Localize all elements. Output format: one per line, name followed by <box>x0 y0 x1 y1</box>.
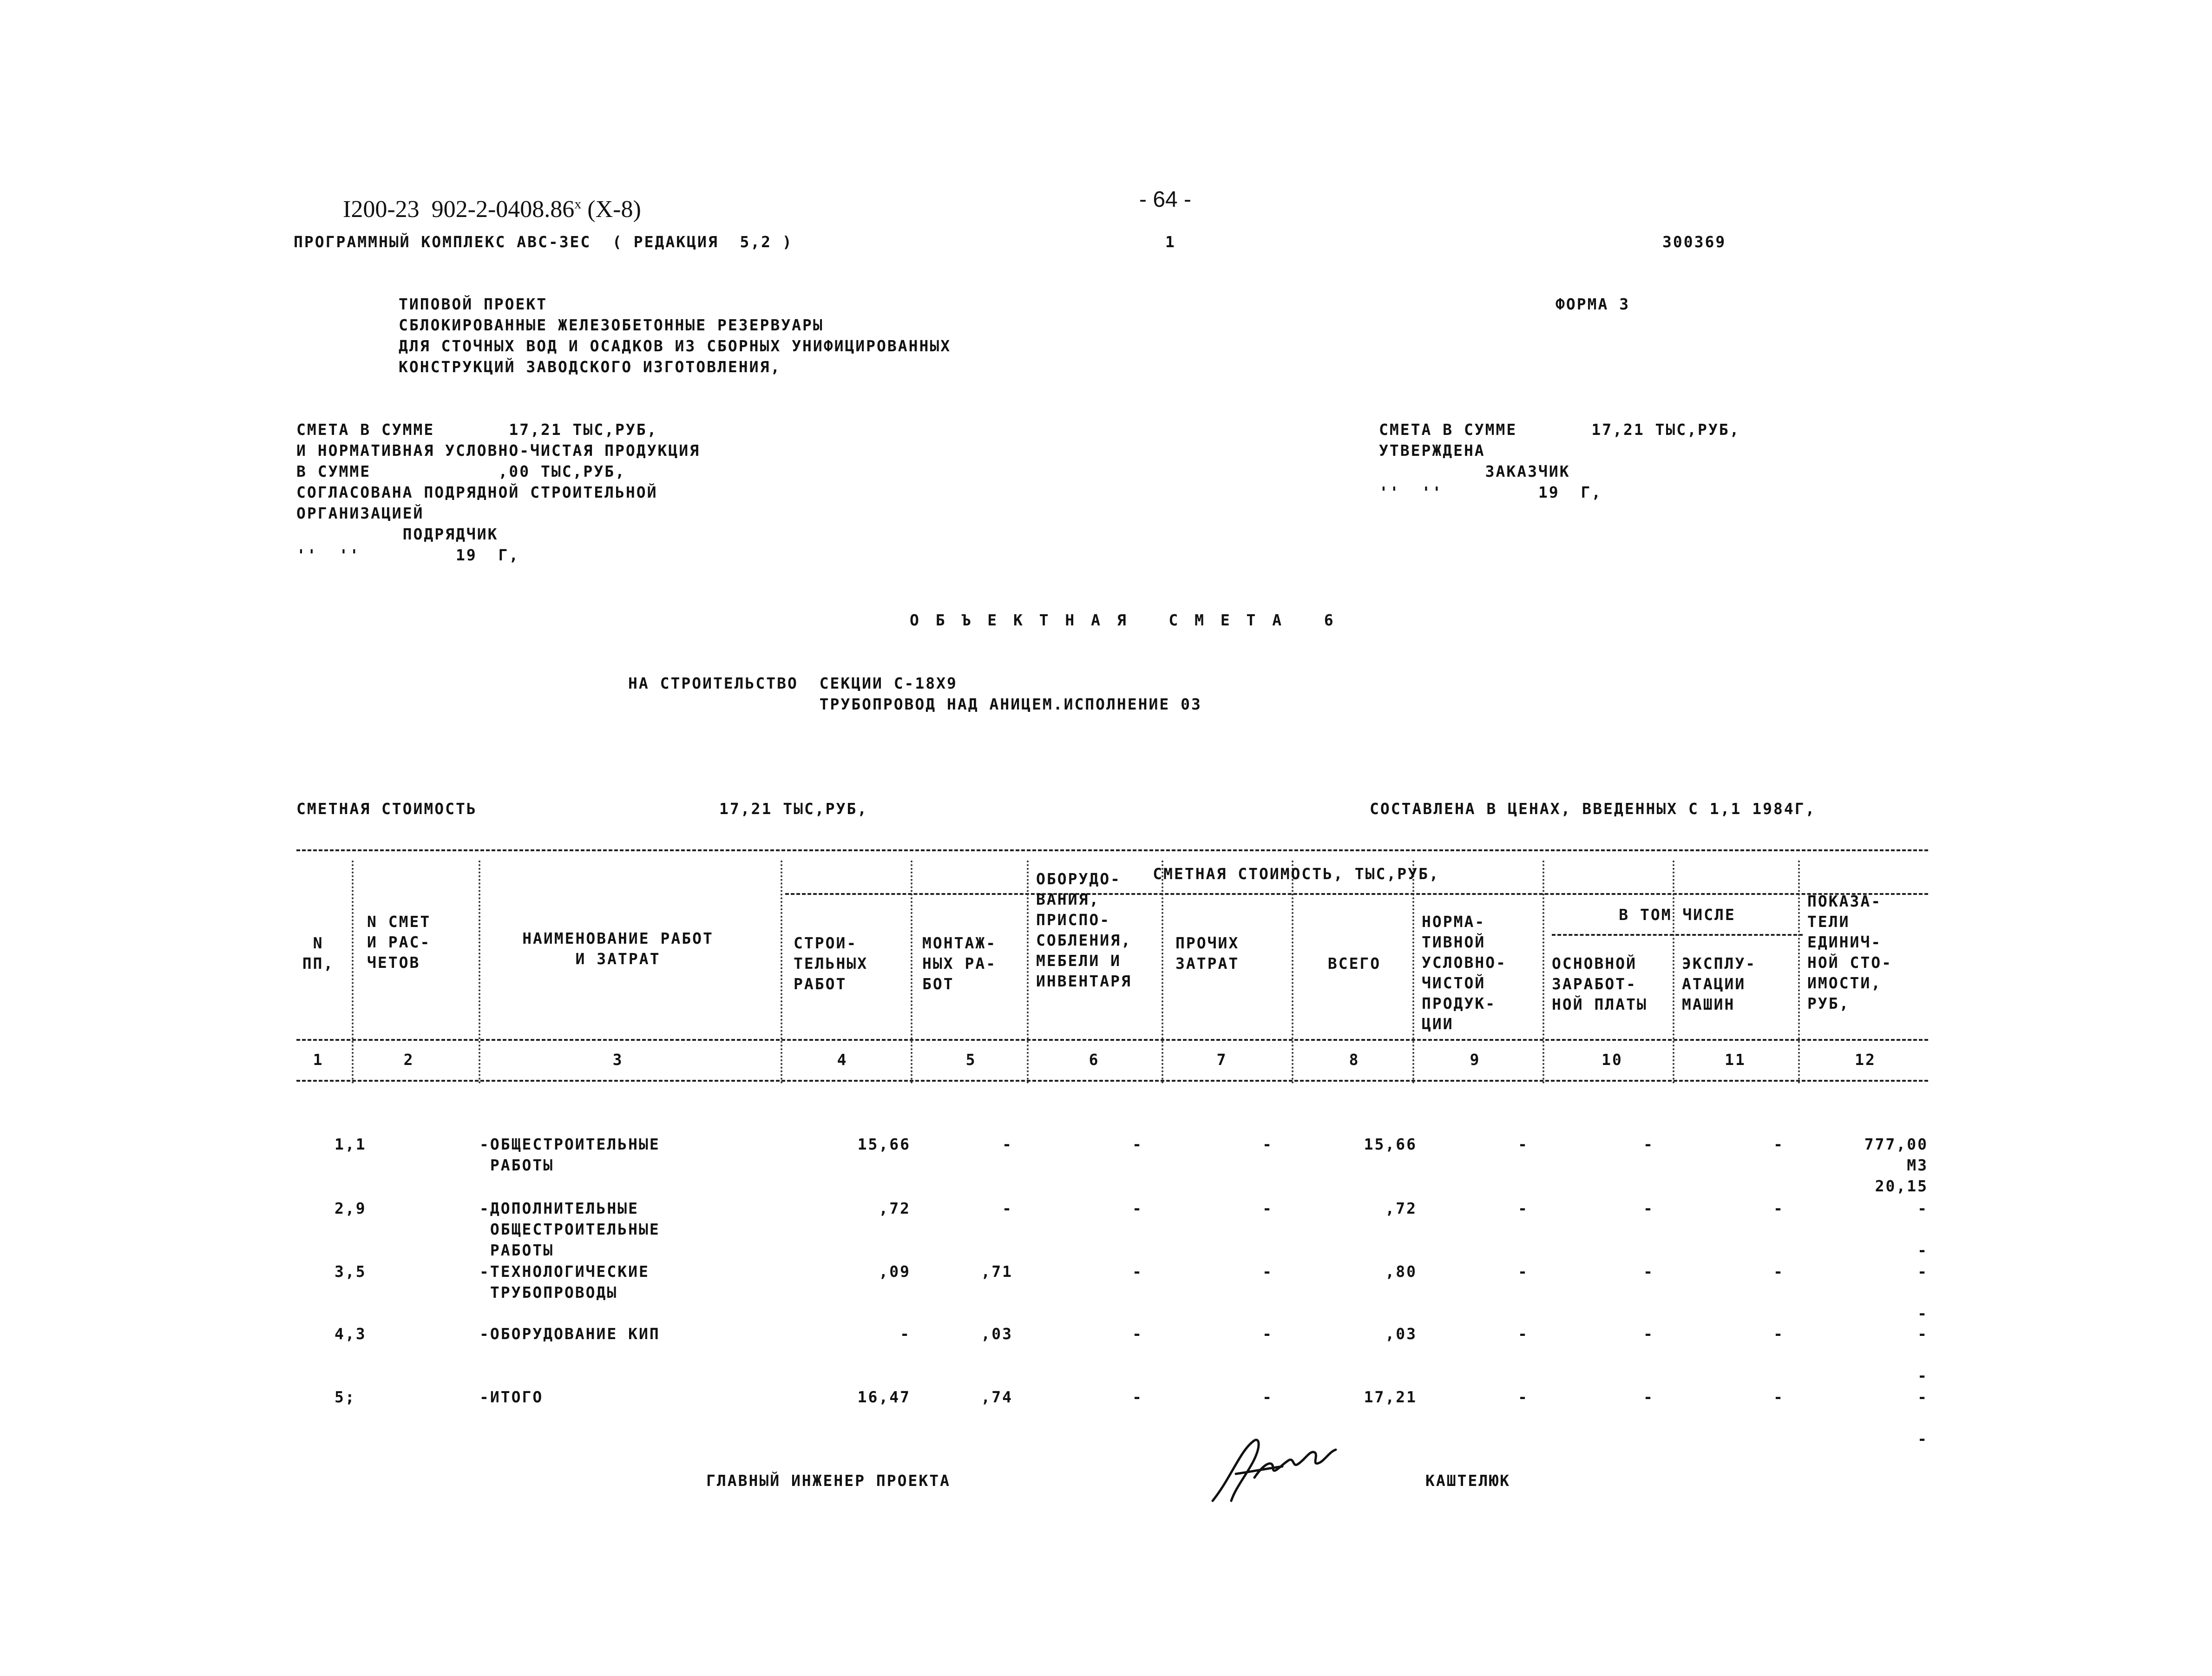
row-value: 15,66 <box>857 1135 911 1153</box>
column-header-line: ТИВНОЙ <box>1422 933 1486 951</box>
row-value: - <box>1262 1262 1273 1281</box>
column-header-line: ВСЕГО <box>1327 954 1381 973</box>
row-name-line: -ИТОГО <box>479 1388 544 1406</box>
group-header: СМЕТНАЯ СТОИМОСТЬ, ТЫС,РУБ, <box>1153 865 1440 883</box>
row-value: - <box>1132 1388 1143 1406</box>
subtitle-line: НА СТРОИТЕЛЬСТВО СЕКЦИИ С-18Х9 <box>628 674 958 692</box>
row-value: 16,47 <box>857 1388 911 1406</box>
column-header <box>794 933 891 994</box>
column-header-line: ПРИСПО- <box>1036 911 1111 929</box>
row-value: - <box>1643 1262 1654 1281</box>
column-divider <box>781 861 782 1084</box>
row-name-line: РАБОТЫ <box>479 1156 554 1174</box>
program-line: ПРОГРАММНЫЙ КОМПЛЕКС АВС-ЗЕС ( РЕДАКЦИЯ 5,2 ) <box>294 233 793 251</box>
row-value: - <box>1262 1135 1273 1153</box>
handwritten-signature <box>1203 1431 1343 1505</box>
column-header <box>469 928 767 969</box>
row-value: 15,66 <box>1364 1135 1417 1153</box>
column-header <box>922 933 1020 994</box>
column-number: 6 <box>1089 1051 1100 1069</box>
row-value: - <box>1773 1135 1784 1153</box>
row-unit-line: - <box>1917 1304 1928 1322</box>
column-number: 3 <box>612 1051 624 1069</box>
row-value: ,72 <box>1385 1199 1417 1217</box>
project-line: ДЛЯ СТОЧНЫХ ВОД И ОСАДКОВ ИЗ СБОРНЫХ УНИФИЦИРОВАННЫХ <box>399 337 952 355</box>
right-approval-line: УТВЕРЖДЕНА <box>1379 441 1485 460</box>
program-page: 1 <box>1165 233 1176 251</box>
doc-number: 902-2-0408.86 <box>431 196 575 223</box>
form-label: ФОРМА 3 <box>1556 295 1630 313</box>
row-name <box>479 1198 660 1261</box>
row-value: - <box>1773 1199 1784 1217</box>
subgroup-header: В ТОМ ЧИСЛЕ <box>1619 906 1736 924</box>
column-divider <box>1798 861 1800 1084</box>
row-unit-line: - <box>1917 1388 1928 1406</box>
row-value: ,03 <box>981 1325 1013 1343</box>
column-header-line: НОРМА- <box>1422 913 1486 931</box>
column-header-line: РАБОТ <box>794 975 847 993</box>
row-value: - <box>1262 1199 1273 1217</box>
column-header-line: НАИМЕНОВАНИЕ РАБОТ <box>522 929 714 947</box>
row-value: - <box>900 1325 911 1343</box>
row-value: - <box>1002 1135 1013 1153</box>
column-header-line: РУБ, <box>1807 994 1850 1012</box>
column-header-line: СОБЛЕНИЯ, <box>1036 931 1132 949</box>
left-approval-line: '' '' 19 Г, <box>296 546 520 564</box>
left-approval-line: СМЕТА В СУММЕ 17,21 ТЫС,РУБ, <box>296 421 658 439</box>
row-unit-indicator <box>1812 1198 1928 1261</box>
left-approval-block <box>296 419 700 565</box>
program-code: 300369 <box>1662 233 1726 251</box>
column-header-line: БОТ <box>922 975 954 993</box>
doc-number-sup: x <box>574 196 582 212</box>
column-header-line: ЧИСТОЙ <box>1422 974 1486 992</box>
column-header <box>367 912 451 973</box>
column-number: 9 <box>1470 1051 1481 1069</box>
column-header <box>1422 912 1529 1034</box>
project-line: СБЛОКИРОВАННЫЕ ЖЕЛЕЗОБЕТОННЫЕ РЕЗЕРВУАРЫ <box>399 316 824 334</box>
row-number: 4,3 <box>335 1325 367 1343</box>
column-header-line: НЫХ РА- <box>922 954 997 973</box>
row-unit-indicator <box>1812 1323 1928 1386</box>
row-value: ,80 <box>1385 1262 1417 1281</box>
column-header-line: И РАС- <box>367 933 431 951</box>
column-divider <box>1412 861 1414 1084</box>
left-approval-line: ПОДРЯДЧИК <box>296 525 499 543</box>
left-approval-line: В СУММЕ ,00 ТЫС,РУБ, <box>296 462 626 480</box>
column-header-line: ПРОДУК- <box>1422 994 1497 1012</box>
column-header-line: АТАЦИИ <box>1682 975 1746 993</box>
row-unit-indicator <box>1812 1134 1928 1196</box>
column-header-line: ИНВЕНТАРЯ <box>1036 972 1132 990</box>
right-approval-line: ЗАКАЗЧИК <box>1379 462 1570 480</box>
row-unit-line: - <box>1917 1241 1928 1259</box>
column-header-line: НОЙ ПЛАТЫ <box>1552 995 1648 1013</box>
row-name-line: ОБЩЕСТРОИТЕЛЬНЫЕ <box>479 1220 660 1238</box>
column-divider <box>1027 861 1029 1084</box>
row-name-line: -ДОПОЛНИТЕЛЬНЫЕ <box>479 1199 639 1217</box>
row-value: - <box>1518 1325 1529 1343</box>
column-header <box>302 933 335 974</box>
row-unit-line: - <box>1917 1325 1928 1343</box>
column-header-line: ОСНОВНОЙ <box>1552 954 1637 973</box>
column-header-line: ПП, <box>302 954 335 973</box>
left-approval-line: СОГЛАСОВАНА ПОДРЯДНОЙ СТРОИТЕЛЬНОЙ <box>296 483 658 501</box>
document-subtitle <box>628 673 1202 715</box>
row-unit-line: - <box>1917 1262 1928 1281</box>
doc-code: I200-23 <box>343 196 420 223</box>
column-header-line: МЕБЕЛИ И <box>1036 952 1121 970</box>
column-divider <box>352 861 354 1084</box>
row-unit-line: - <box>1917 1199 1928 1217</box>
cost-value: 17,21 ТЫС,РУБ, <box>719 800 868 818</box>
row-unit-line: 20,15 <box>1875 1177 1928 1195</box>
row-unit-line: - <box>1917 1367 1928 1385</box>
doc-code-line <box>331 168 641 223</box>
column-number: 8 <box>1349 1051 1360 1069</box>
column-header <box>1552 953 1673 1015</box>
row-value: - <box>1518 1262 1529 1281</box>
column-header-line: И ЗАТРАТ <box>575 950 661 968</box>
column-header-line: ЦИИ <box>1422 1015 1454 1033</box>
row-value: - <box>1773 1325 1784 1343</box>
row-number: 5; <box>335 1388 356 1406</box>
column-divider <box>1673 861 1674 1084</box>
row-unit-indicator <box>1812 1261 1928 1324</box>
column-header <box>1296 953 1412 974</box>
right-approval-line: СМЕТА В СУММЕ 17,21 ТЫС,РУБ, <box>1379 421 1740 439</box>
project-line: КОНСТРУКЦИЙ ЗАВОДСКОГО ИЗГОТОВЛЕНИЯ, <box>399 358 781 376</box>
row-value: - <box>1518 1388 1529 1406</box>
row-name-line: -ОБОРУДОВАНИЕ КИП <box>479 1325 660 1343</box>
row-unit-indicator <box>1812 1387 1928 1449</box>
column-header-line: ПРОЧИХ <box>1175 934 1240 952</box>
row-unit-line <box>1812 1282 1928 1303</box>
row-name <box>479 1134 660 1176</box>
row-unit-line <box>1812 1219 1928 1240</box>
row-value: - <box>1773 1262 1784 1281</box>
column-header-line: ТЕЛИ <box>1807 913 1850 931</box>
column-header-line: ОБОРУДО- <box>1036 870 1121 888</box>
row-number: 1,1 <box>335 1135 367 1153</box>
column-header-line: ИМОСТИ, <box>1807 974 1882 992</box>
row-unit-line: М3 <box>1907 1156 1928 1174</box>
doc-suffix: (X-8) <box>587 196 641 223</box>
column-header-line: УСЛОВНО- <box>1422 953 1507 972</box>
row-name <box>479 1261 650 1303</box>
right-approval-line: '' '' 19 Г, <box>1379 483 1602 501</box>
row-value: 17,21 <box>1364 1388 1417 1406</box>
row-value: ,03 <box>1385 1325 1417 1343</box>
column-divider <box>1162 861 1163 1084</box>
cost-label: СМЕТНАЯ СТОИМОСТЬ <box>296 800 477 818</box>
row-value: - <box>1262 1388 1273 1406</box>
row-name-line: РАБОТЫ <box>479 1241 554 1259</box>
row-name <box>479 1387 543 1407</box>
column-number: 1 <box>313 1051 324 1069</box>
row-unit-line: - <box>1917 1430 1928 1448</box>
column-header-line: ВАНИЯ, <box>1036 890 1100 908</box>
row-unit-line <box>1812 1344 1928 1365</box>
row-number: 2,9 <box>335 1199 367 1217</box>
column-divider <box>1542 861 1544 1084</box>
column-number: 5 <box>965 1051 977 1069</box>
row-value: - <box>1643 1325 1654 1343</box>
row-value: ,74 <box>981 1388 1013 1406</box>
column-header-line: ЧЕТОВ <box>367 953 420 972</box>
column-header-line: ЗАТРАТ <box>1175 954 1240 973</box>
left-approval-line: И НОРМАТИВНАЯ УСЛОВНО-ЧИСТАЯ ПРОДУКЦИЯ <box>296 441 700 460</box>
row-value: - <box>1132 1325 1143 1343</box>
group-header-rule <box>785 893 1928 895</box>
column-header-line: ЭКСПЛУ- <box>1682 954 1757 973</box>
row-value: - <box>1643 1135 1654 1153</box>
row-name <box>479 1323 660 1344</box>
column-header <box>1682 953 1789 1015</box>
column-number: 12 <box>1855 1051 1876 1069</box>
column-numbers-rule <box>296 1080 1928 1082</box>
column-number: 11 <box>1725 1051 1746 1069</box>
row-value: ,09 <box>879 1262 911 1281</box>
document-title: О Б Ъ Е К Т Н А Я С М Е Т А 6 <box>910 611 1337 629</box>
row-value: - <box>1132 1262 1143 1281</box>
row-name-line: -ОБЩЕСТРОИТЕЛЬНЫЕ <box>479 1135 660 1153</box>
prices-note: СОСТАВЛЕНА В ЦЕНАХ, ВВЕДЕННЫХ С 1,1 1984Г, <box>1370 800 1816 818</box>
row-value: - <box>1132 1199 1143 1217</box>
column-number: 7 <box>1216 1051 1227 1069</box>
column-header-line: ЕДИНИЧ- <box>1807 933 1882 951</box>
row-value: - <box>1643 1199 1654 1217</box>
column-header <box>1807 891 1923 1014</box>
column-divider <box>479 861 480 1084</box>
row-value: - <box>1518 1199 1529 1217</box>
column-header-line: МОНТАЖ- <box>922 934 997 952</box>
column-header-line: N СМЕТ <box>367 913 431 931</box>
column-header-line: N <box>313 934 324 952</box>
project-line: ТИПОВОЙ ПРОЕКТ <box>399 295 548 313</box>
left-approval-line: ОРГАНИЗАЦИЕЙ <box>296 504 424 522</box>
project-description <box>399 294 951 377</box>
header-bottom-rule <box>296 1039 1928 1041</box>
row-unit-line <box>1812 1407 1928 1428</box>
row-name-line: -ТЕХНОЛОГИЧЕСКИЕ <box>479 1262 650 1281</box>
column-header-line: МАШИН <box>1682 995 1735 1013</box>
row-number: 3,5 <box>335 1262 367 1281</box>
column-number: 2 <box>403 1051 414 1069</box>
signature-name: КАШТЕЛЮК <box>1425 1472 1510 1490</box>
row-value: - <box>1643 1388 1654 1406</box>
column-number: 10 <box>1602 1051 1623 1069</box>
table-top-rule <box>296 849 1928 851</box>
column-divider <box>911 861 912 1084</box>
column-header <box>1036 869 1152 992</box>
row-value: - <box>1262 1325 1273 1343</box>
column-header-line: ЗАРАБОТ- <box>1552 975 1637 993</box>
subtitle-line: ТРУБОПРОВОД НАД АНИЦЕМ.ИСПОЛНЕНИЕ 03 <box>628 695 1202 713</box>
row-value: - <box>1773 1388 1784 1406</box>
column-number: 4 <box>837 1051 848 1069</box>
row-value: - <box>1002 1199 1013 1217</box>
signature-role: ГЛАВНЫЙ ИНЖЕНЕР ПРОЕКТА <box>706 1472 951 1490</box>
row-name-line: ТРУБОПРОВОДЫ <box>479 1283 618 1301</box>
column-divider <box>1292 861 1293 1084</box>
subgroup-header-rule <box>1552 934 1803 936</box>
column-header <box>1175 933 1268 974</box>
column-header-line: НОЙ СТО- <box>1807 953 1892 972</box>
right-approval-block <box>1379 419 1740 503</box>
row-value: - <box>1518 1135 1529 1153</box>
row-value: - <box>1132 1135 1143 1153</box>
page-number: - 64 - <box>1139 187 1192 212</box>
column-header-line: СТРОИ- <box>794 934 858 952</box>
column-header-line: ТЕЛЬНЫХ <box>794 954 868 973</box>
row-value: ,71 <box>981 1262 1013 1281</box>
row-unit-line: 777,00 <box>1864 1135 1928 1153</box>
column-header-line: ПОКАЗА- <box>1807 892 1882 910</box>
row-value: ,72 <box>879 1199 911 1217</box>
